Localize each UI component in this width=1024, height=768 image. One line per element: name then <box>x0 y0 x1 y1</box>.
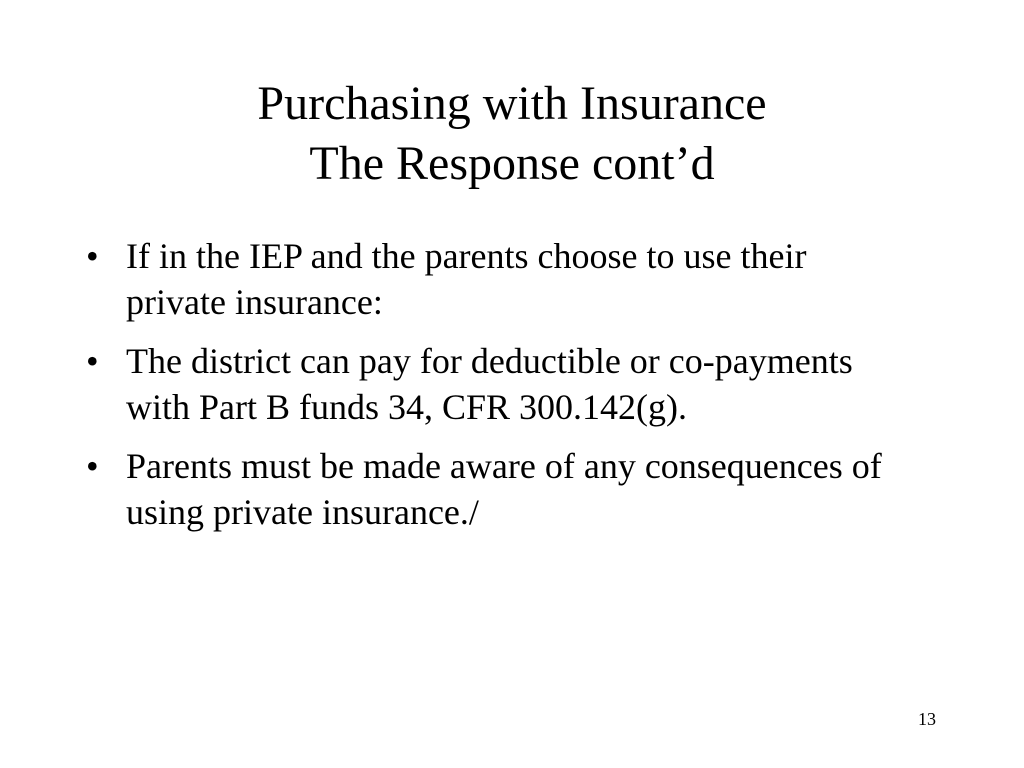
title-line-1: Purchasing with Insurance <box>257 77 767 130</box>
bullet-text: The district can pay for deductible or co-payments with Part B funds 34, CFR 300.142(g). <box>126 341 853 427</box>
bullet-item-1 <box>86 233 906 325</box>
title-line-2: The Response cont’d <box>309 137 715 190</box>
slide-number: 13 <box>918 709 936 729</box>
bullet-text: Parents must be made aware of any consequences of using private insurance./ <box>126 446 882 532</box>
bullet-item-3 <box>86 443 906 535</box>
bullet-list <box>86 233 906 548</box>
bullet-icon: • <box>86 341 99 381</box>
bullet-item-2 <box>86 338 906 430</box>
bullet-icon: • <box>86 446 99 486</box>
bullet-icon: • <box>86 236 99 276</box>
bullet-text: If in the IEP and the parents choose to use their private insurance: <box>126 236 807 322</box>
slide-title <box>0 74 1024 194</box>
